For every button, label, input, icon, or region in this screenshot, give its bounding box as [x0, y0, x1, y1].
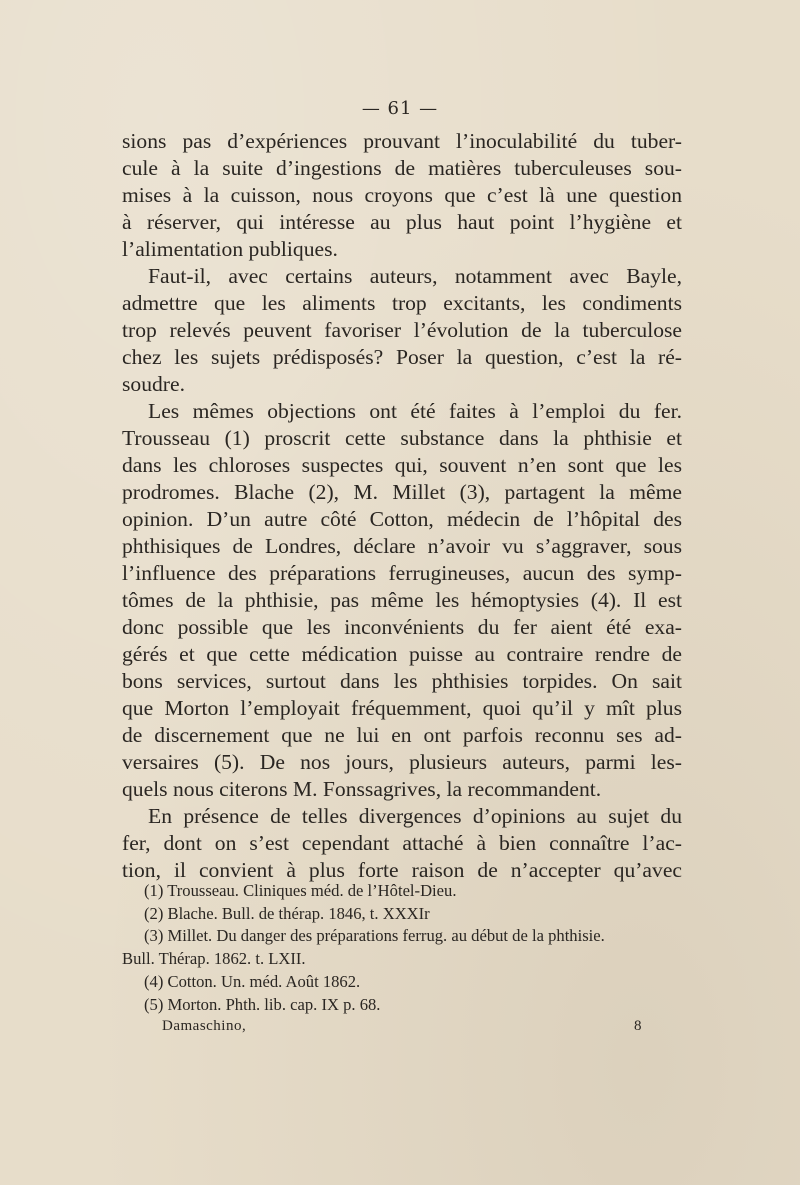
text-line: soudre. [122, 372, 185, 396]
footnote: (2) Blache. Bull. de thérap. 1846, t. XXXIr [144, 903, 430, 923]
text-line: trop relevés peuvent favoriser l’évolution de la tuberculose [122, 318, 682, 342]
text-line: mises à la cuisson, nous croyons que c’est là une question [122, 183, 682, 207]
body-text [122, 128, 682, 884]
footnote: (5) Morton. Phth. lib. cap. IX p. 68. [144, 994, 381, 1014]
signature-line [162, 1018, 642, 1035]
text-line: l’alimentation publiques. [122, 237, 338, 261]
text-line: quels nous citerons M. Fonssagrives, la recommandent. [122, 777, 602, 801]
footnote: (3) Millet. Du danger des préparations ferrug. au début de la phthisie. [144, 926, 605, 946]
footnote: (1) Trousseau. Cliniques méd. de l’Hôtel-Dieu. [144, 881, 457, 900]
text-line: Faut-il, avec certains auteurs, notamment avec Bayle, [148, 264, 682, 288]
text-line: gérés et que cette médication puisse au contraire rendre de [122, 642, 682, 666]
text-line: tômes de la phthisie, pas même les hémoptysies (4). Il est [122, 588, 682, 612]
footnotes [122, 880, 687, 1016]
text-line: admettre que les aliments trop excitants, les condiments [122, 291, 682, 315]
text-line: dans les chloroses suspectes qui, souvent n’en sont que les [122, 453, 682, 477]
text-line: Les mêmes objections ont été faites à l’emploi du fer. [148, 399, 682, 423]
page-number: — 61 — [361, 98, 439, 119]
text-line: tion, il convient à plus forte raison de n’accepter qu’avec [122, 858, 682, 882]
text-line: à réserver, qui intéresse au plus haut point l’hygiène et [122, 210, 682, 234]
footnote: Bull. Thérap. 1862. t. LXII. [122, 949, 306, 969]
text-line: En présence de telles divergences d’opinions au sujet du [148, 804, 682, 828]
text-line: cule à la suite d’ingestions de matières tuberculeuses sou- [122, 156, 682, 180]
text-line: que Morton l’employait fréquemment, quoi qu’il y mît plus [122, 696, 682, 720]
text-line: donc possible que les inconvénients du fer aient été exa- [122, 615, 682, 639]
text-line: fer, dont on s’est cependant attaché à bien connaître l’ac- [122, 831, 682, 855]
text-line: de discernement que ne lui en ont parfois reconnu ses ad- [122, 723, 682, 747]
footnote: (4) Cotton. Un. méd. Août 1862. [144, 971, 361, 991]
signature-author: Damaschino, [162, 1018, 247, 1034]
text-line: bons services, surtout dans les phthisies torpides. On sait [122, 669, 682, 693]
text-line: chez les sujets prédisposés? Poser la question, c’est la ré- [122, 345, 682, 369]
text-line: Trousseau (1) proscrit cette substance dans la phthisie et [122, 426, 682, 450]
signature-mark: 8 [634, 1018, 642, 1034]
text-line: versaires (5). De nos jours, plusieurs auteurs, parmi les- [122, 750, 682, 774]
text-line: opinion. D’un autre côté Cotton, médecin de l’hôpital des [122, 507, 682, 531]
text-line: prodromes. Blache (2), M. Millet (3), partagent la même [122, 480, 682, 504]
text-line: sions pas d’expériences prouvant l’inoculabilité du tuber- [122, 129, 682, 153]
text-line: l’influence des préparations ferrugineuses, aucun des symp- [122, 561, 682, 585]
text-line: phthisiques de Londres, déclare n’avoir vu s’aggraver, sous [122, 534, 682, 558]
